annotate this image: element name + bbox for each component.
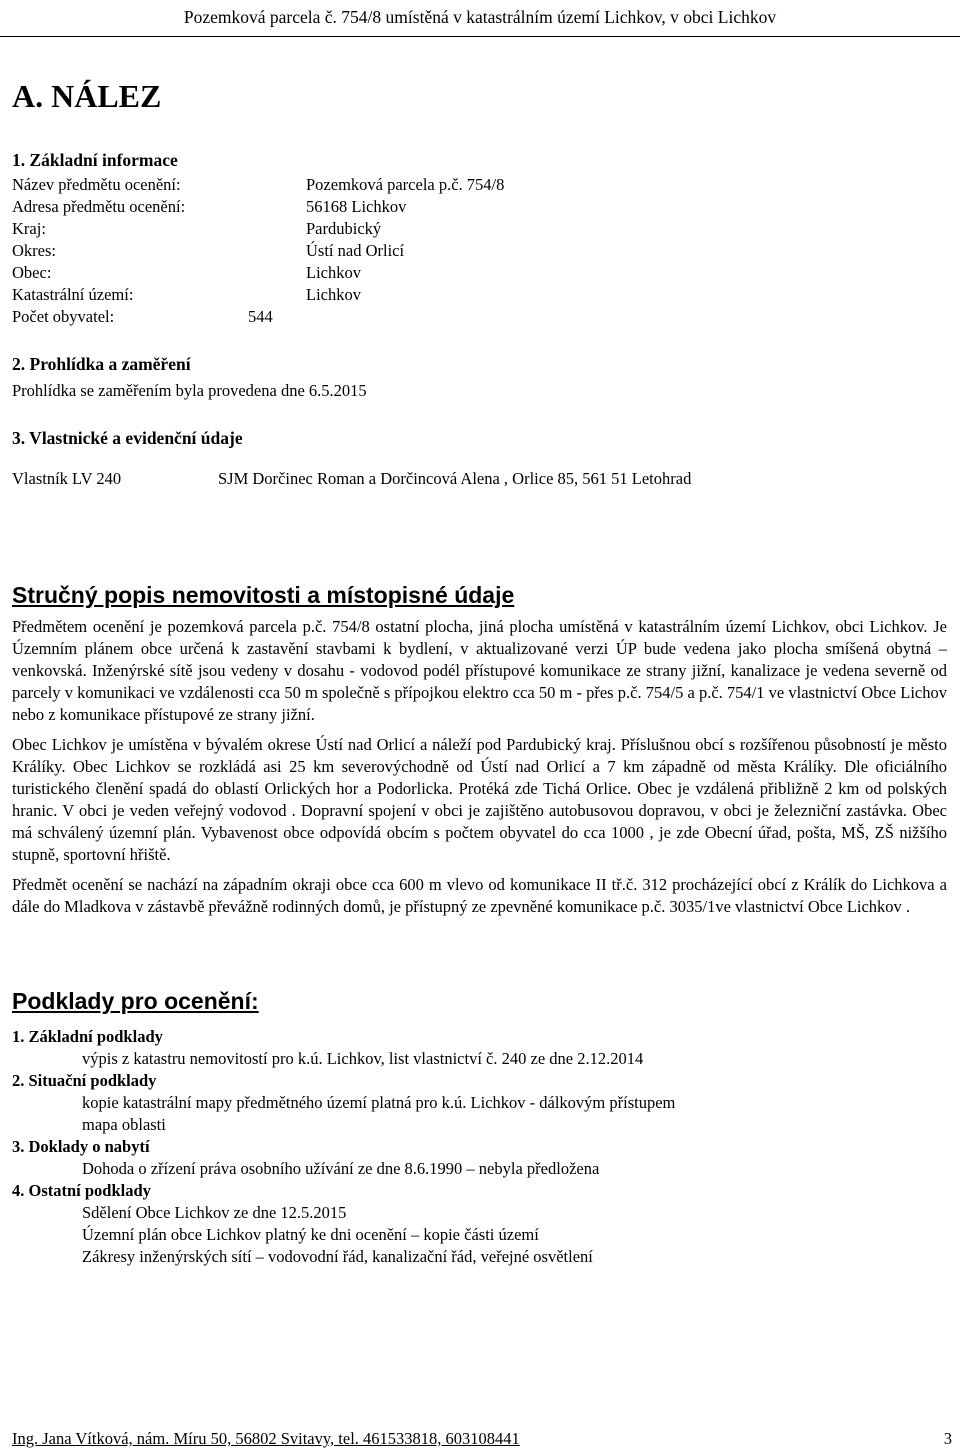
documents-item: mapa oblasti: [82, 1115, 166, 1134]
info-row: [12, 174, 947, 196]
documents-item: Sdělení Obce Lichkov ze dne 12.5.2015: [82, 1203, 347, 1222]
documents-item: Územní plán obce Lichkov platný ke dni ocenění – kopie části území: [82, 1225, 539, 1244]
documents-item: výpis z katastru nemovitostí pro k.ú. Lichkov, list vlastnictví č. 240 ze dne 2.12.2014: [82, 1049, 644, 1068]
owner-row: [12, 468, 947, 490]
page-number: 3: [943, 1429, 952, 1448]
section-inspection-heading: 2. Prohlídka a zaměření: [12, 354, 191, 374]
info-value: Lichkov: [306, 263, 361, 282]
population-value: 544: [248, 307, 273, 326]
info-label: Okres:: [12, 241, 56, 260]
document-body: [12, 74, 947, 1268]
section-ownership-heading: 3. Vlastnické a evidenční údaje: [12, 428, 243, 448]
info-label: Adresa předmětu ocenění:: [12, 197, 186, 216]
documents-item: kopie katastrální mapy předmětného území platná pro k.ú. Lichkov - dálkovým přístupem: [82, 1093, 676, 1112]
page-footer: [12, 1428, 952, 1450]
info-row: [12, 240, 947, 262]
basic-info-table: [12, 174, 947, 328]
info-row: [12, 284, 947, 306]
page-header-text: Pozemková parcela č. 754/8 umístěná v katastrálním území Lichkov, v obci Lichkov: [183, 7, 777, 27]
info-label: Kraj:: [12, 219, 46, 238]
description-heading: Stručný popis nemovitosti a místopisné údaje: [12, 582, 515, 608]
population-label: Počet obyvatel:: [12, 307, 115, 326]
info-row: [12, 262, 947, 284]
section-basic-info-heading: 1. Základní informace: [12, 150, 178, 170]
page-header: [0, 0, 960, 37]
description-paragraph: Obec Lichkov je umístěna v bývalém okrese Ústí nad Orlicí a náleží pod Pardubický kraj. Příslušnou obcí s rozšířenou působností je město Králíky. Obec Lichkov se rozkládá asi 25 km severovýchodně od Ústí nad Orlicí a 7 km západně od města Králíky. Dle oficiálního turistického členění spadá do oblastí Orlických hor a Podorlicka. Protéká zde Tichá Orlice. Obec je vzdálená přibližně 2 km od polských hranic. V obci je veden veřejný vodovod . Dopravní spojení v obci je zajištěno autobusovou dopravou, v obci je železniční zastávka. Obec má schválený územní plán. Vybavenost obce odpovídá obcím s počtem obyvatel do cca 1000 , je zde Obecní úřad, pošta, MŠ, ZŠ nižšího stupně, sportovní hřiště.: [12, 735, 947, 864]
info-value: Pardubický: [306, 219, 382, 238]
description-paragraph: Předmětem ocenění je pozemková parcela p.č. 754/8 ostatní plocha, jiná plocha umístěná v katastrálním území Lichkov, obci Lichkov. Je Územním plánem obce určená k zastavění stavbami k bydlení, v aktualizované verzi ÚP bude vedena jako plocha smíšená obytná – venkovská. Inženýrské sítě jsou vedeny v dosahu - vodovod podél přístupové komunikace ze strany jižní, kanalizace je vedena severně od parcely v komunikaci ve vzdálenosti cca 50 m společně s přípojkou elektro cca 50 m - přes p.č. 754/5 a p.č. 754/1 ve vlastnictví Obce Lichov nebo z komunikace přístupové ze strany jižní.: [12, 617, 947, 724]
documents-group-title: 4. Ostatní podklady: [12, 1181, 151, 1200]
description-paragraph: Předmět ocenění se nachází na západním okraji obce cca 600 m vlevo od komunikace II tř.č. 312 procházející obcí z Králík do Lichkova a dále do Mladkova v zástavbě převážně rodinných domů, je přístupný ze zpevněné komunikace p.č. 3035/1ve vlastnictví Obce Lichkov .: [12, 875, 947, 916]
documents-item: Zákresy inženýrských sítí – vodovodní řád, kanalizační řád, veřejné osvětlení: [82, 1247, 593, 1266]
info-value: Lichkov: [306, 285, 361, 304]
info-label: Název předmětu ocenění:: [12, 175, 181, 194]
documents-item: Dohoda o zřízení práva osobního užívání ze dne 8.6.1990 – nebyla předložena: [82, 1159, 600, 1178]
owner-value: SJM Dorčinec Roman a Dorčincová Alena , Orlice 85, 561 51 Letohrad: [218, 469, 692, 488]
info-row: [12, 218, 947, 240]
footer-author-contact: Ing. Jana Vítková, nám. Míru 50, 56802 Svitavy, tel. 461533818, 603108441: [12, 1429, 520, 1448]
page-title: A. NÁLEZ: [12, 78, 162, 114]
documents-list: [12, 1026, 947, 1268]
info-row: [12, 196, 947, 218]
info-value: Ústí nad Orlicí: [306, 241, 405, 260]
inspection-text: Prohlídka se zaměřením byla provedena dne 6.5.2015: [12, 381, 367, 400]
population-row: [12, 306, 947, 328]
info-value: 56168 Lichkov: [306, 197, 407, 216]
info-label: Obec:: [12, 263, 52, 282]
documents-group-title: 3. Doklady o nabytí: [12, 1137, 150, 1156]
info-label: Katastrální území:: [12, 285, 134, 304]
documents-heading: Podklady pro ocenění:: [12, 988, 259, 1014]
documents-group-title: 2. Situační podklady: [12, 1071, 157, 1090]
owner-label: Vlastník LV 240: [12, 469, 122, 488]
documents-group-title: 1. Základní podklady: [12, 1027, 163, 1046]
info-value: Pozemková parcela p.č. 754/8: [306, 175, 505, 194]
